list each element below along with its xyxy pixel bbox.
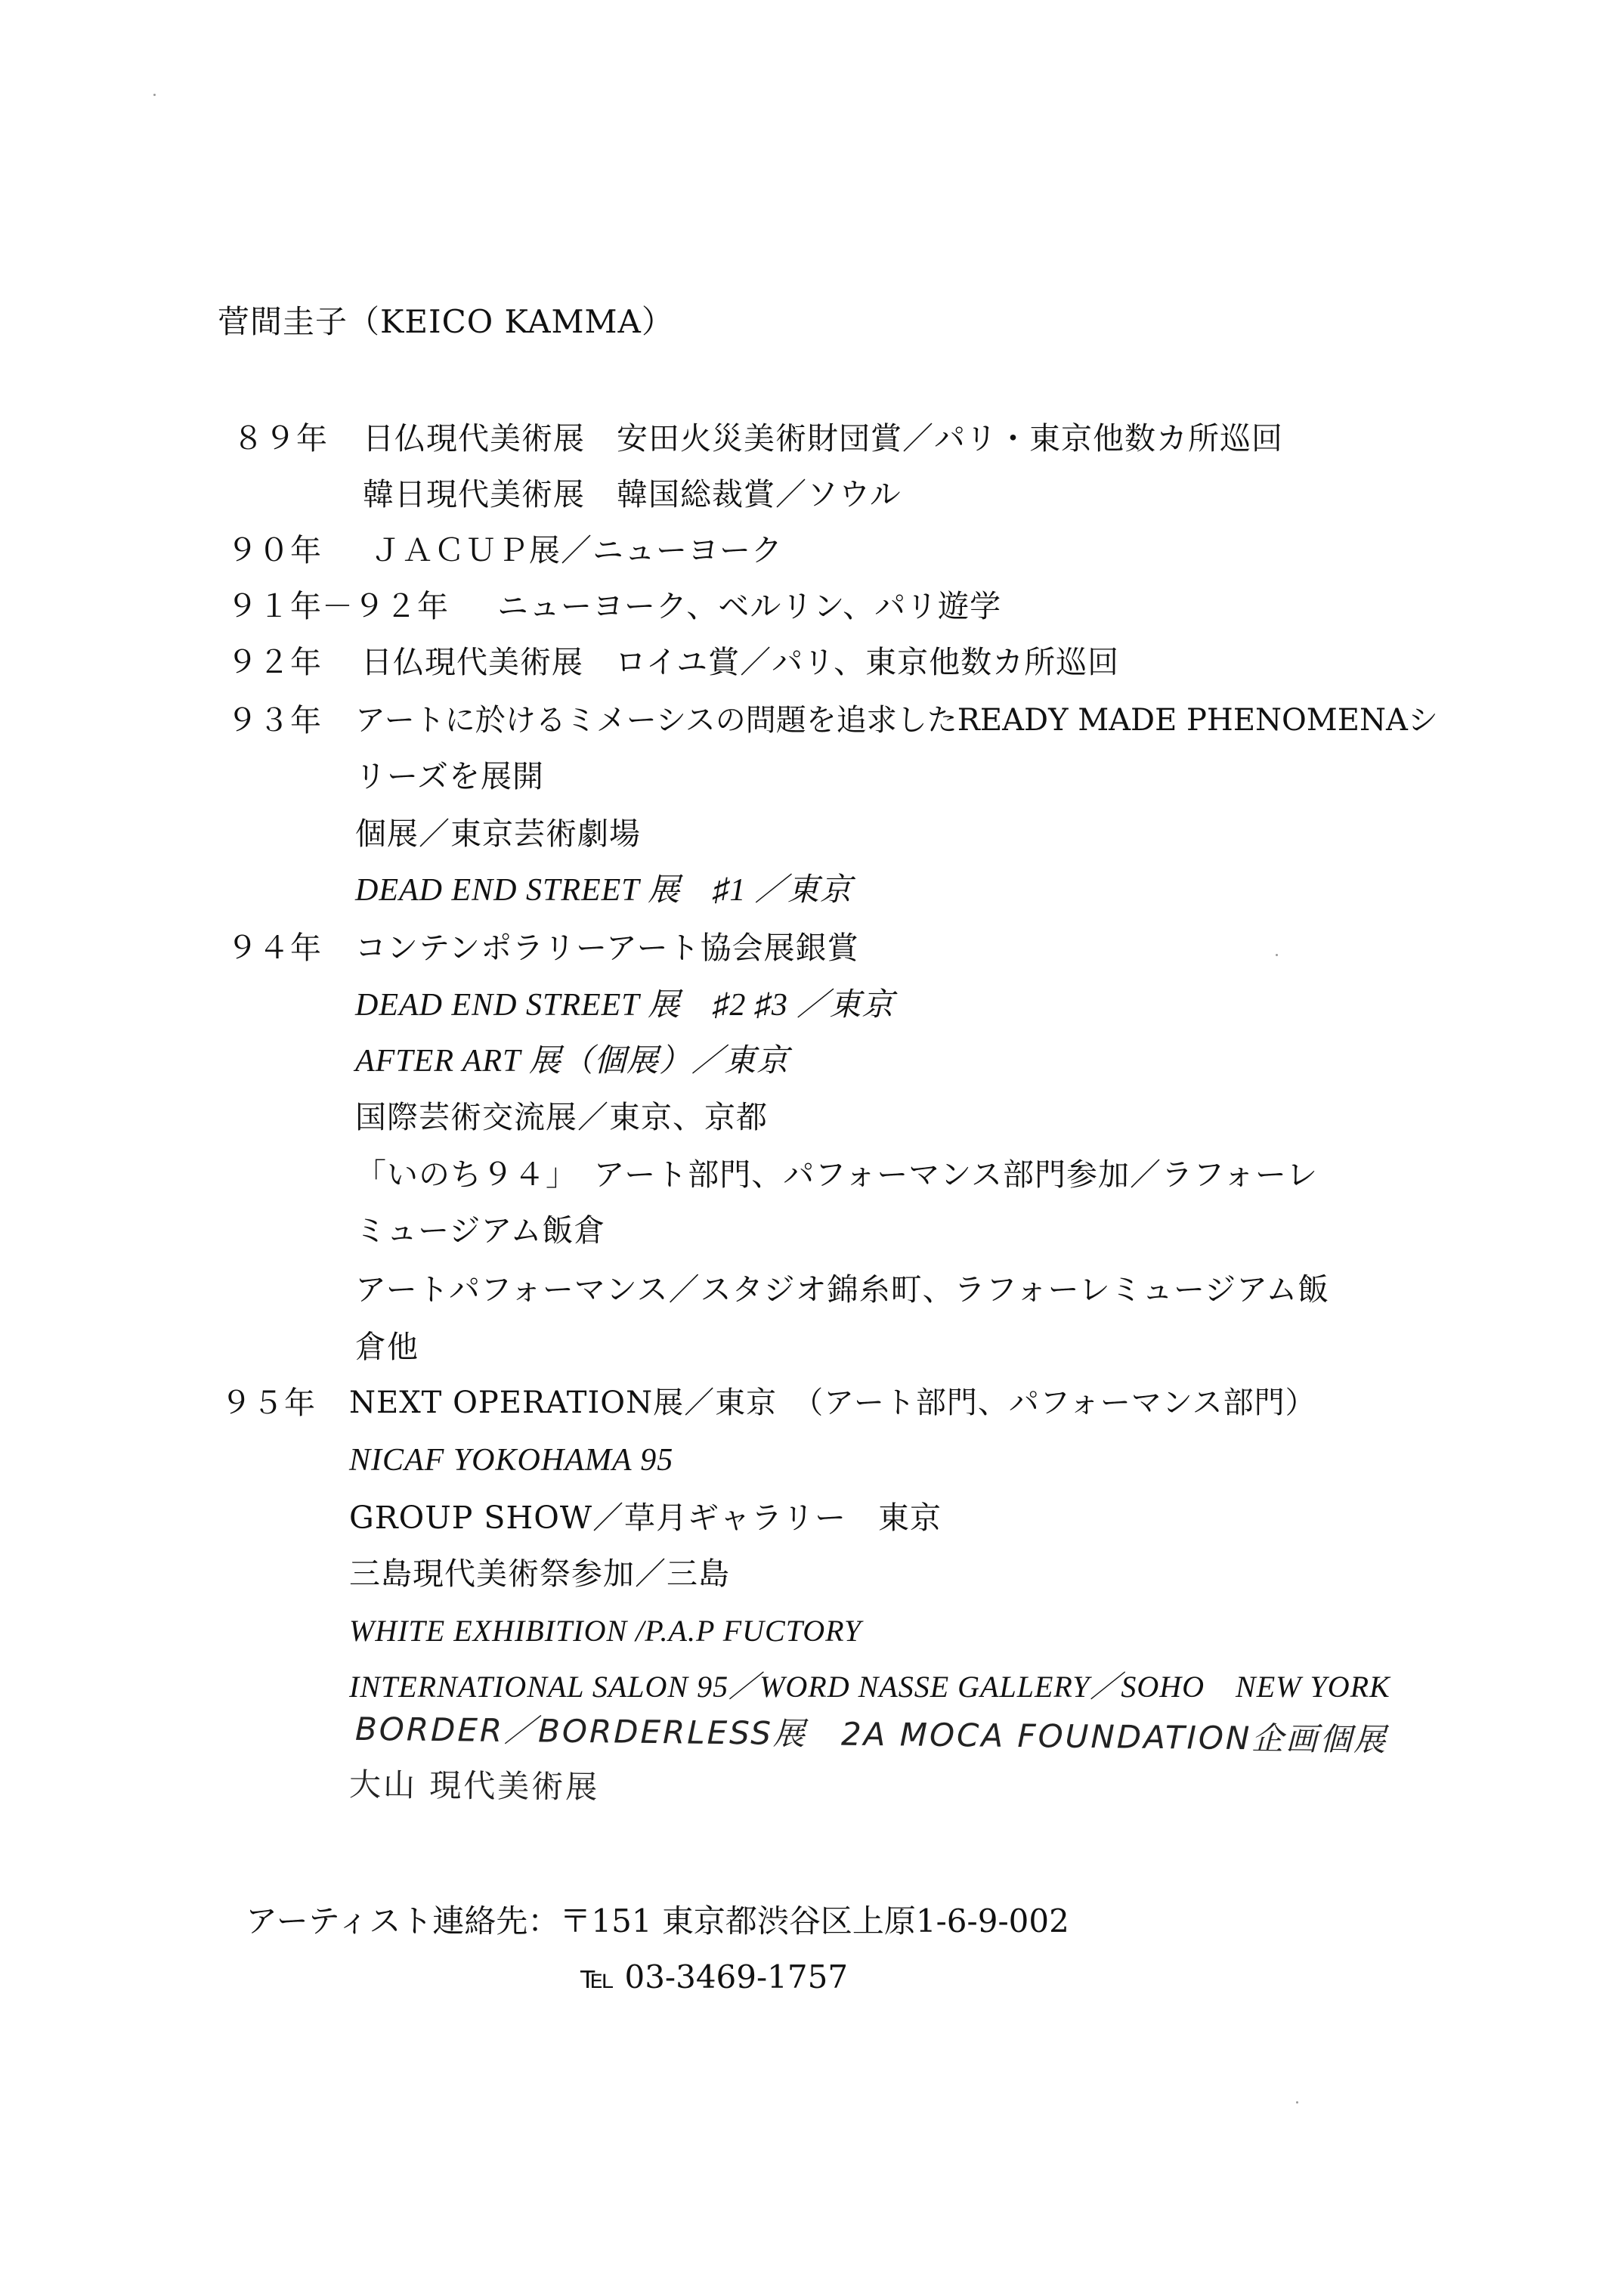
entry-text: 個展／東京芸術劇場 <box>355 816 641 852</box>
entry-year: ９５年 <box>221 1385 316 1421</box>
handwritten-note-line-2: 大山 現代美術展 <box>348 1766 600 1806</box>
entry-text: 日仏現代美術展 ロイユ賞／パリ、東京他数カ所巡回 <box>361 644 1120 680</box>
entry-year: ９１年－９２年 <box>227 588 449 624</box>
artist-contact-address: アーティスト連絡先：〒151 東京都渋谷区上原1-6-9-002 <box>246 1902 1069 1940</box>
scan-speck <box>153 94 156 96</box>
entry-text: NICAF YOKOHAMA 95 <box>349 1443 674 1478</box>
entry-text: 倉他 <box>355 1329 419 1365</box>
entry-text: 三島現代美術祭参加／三島 <box>349 1556 730 1592</box>
entry-text: INTERNATIONAL SALON 95／WORD NASSE GALLERY／SOHO NEW YORK <box>349 1670 1390 1704</box>
artist-contact-phone: ℡ 03-3469-1757 <box>580 1958 849 1995</box>
entry-text: アートパフォーマンス／スタジオ錦糸町、ラフォーレミュージアム飯 <box>355 1271 1330 1308</box>
entry-year: ９３年 <box>227 702 322 738</box>
scan-speck <box>1296 2101 1298 2104</box>
scan-speck <box>1276 954 1278 956</box>
entry-text: アートに於けるミメーシスの問題を追求したREADY MADE PHENOMENAシ <box>355 703 1438 738</box>
entry-text: 「いのち９４」 アート部門、パフォーマンス部門参加／ラフォーレ <box>355 1156 1319 1193</box>
entry-year: ９４年 <box>227 930 322 966</box>
entry-text: ミュージアム飯倉 <box>355 1212 606 1249</box>
entry-text: 韓日現代美術展 韓国総裁賞／ソウル <box>363 476 902 512</box>
entry-text: DEAD END STREET 展 ♯2 ♯3 ／東京 <box>355 988 895 1023</box>
entry-year: ９０年 <box>227 532 322 568</box>
entry-text: WHITE EXHIBITION /P.A.P FUCTORY <box>349 1614 862 1648</box>
entry-text: GROUP SHOW／草月ギャラリー 東京 <box>349 1500 942 1536</box>
entry-text: 日仏現代美術展 安田火災美術財団賞／パリ・東京他数カ所巡回 <box>363 420 1283 457</box>
entry-text: NEXT OPERATION展／東京 （アート部門、パフォーマンス部門） <box>349 1385 1316 1420</box>
artist-name-title: 菅間圭子（KEICO KAMMA） <box>218 303 674 340</box>
entry-text: コンテンポラリーアート協会展銀賞 <box>355 930 859 966</box>
entry-year: ９２年 <box>227 644 322 680</box>
handwritten-note-line-1: BORDER／BORDERLESS展 2A MOCA FOUNDATION企画個展 <box>354 1710 1388 1759</box>
entry-text: AFTER ART 展（個展）／東京 <box>355 1044 790 1079</box>
entry-text: リーズを展開 <box>355 758 544 794</box>
entry-text: DEAD END STREET 展 ♯1 ／東京 <box>355 873 852 908</box>
entry-text: ニューヨーク、ベルリン、パリ遊学 <box>497 588 1002 624</box>
entry-text: 国際芸術交流展／東京、京都 <box>355 1099 768 1135</box>
entry-year: ８９年 <box>233 420 328 457</box>
entry-text: ＪＡＣＵＰ展／ニューヨーク <box>370 532 783 568</box>
